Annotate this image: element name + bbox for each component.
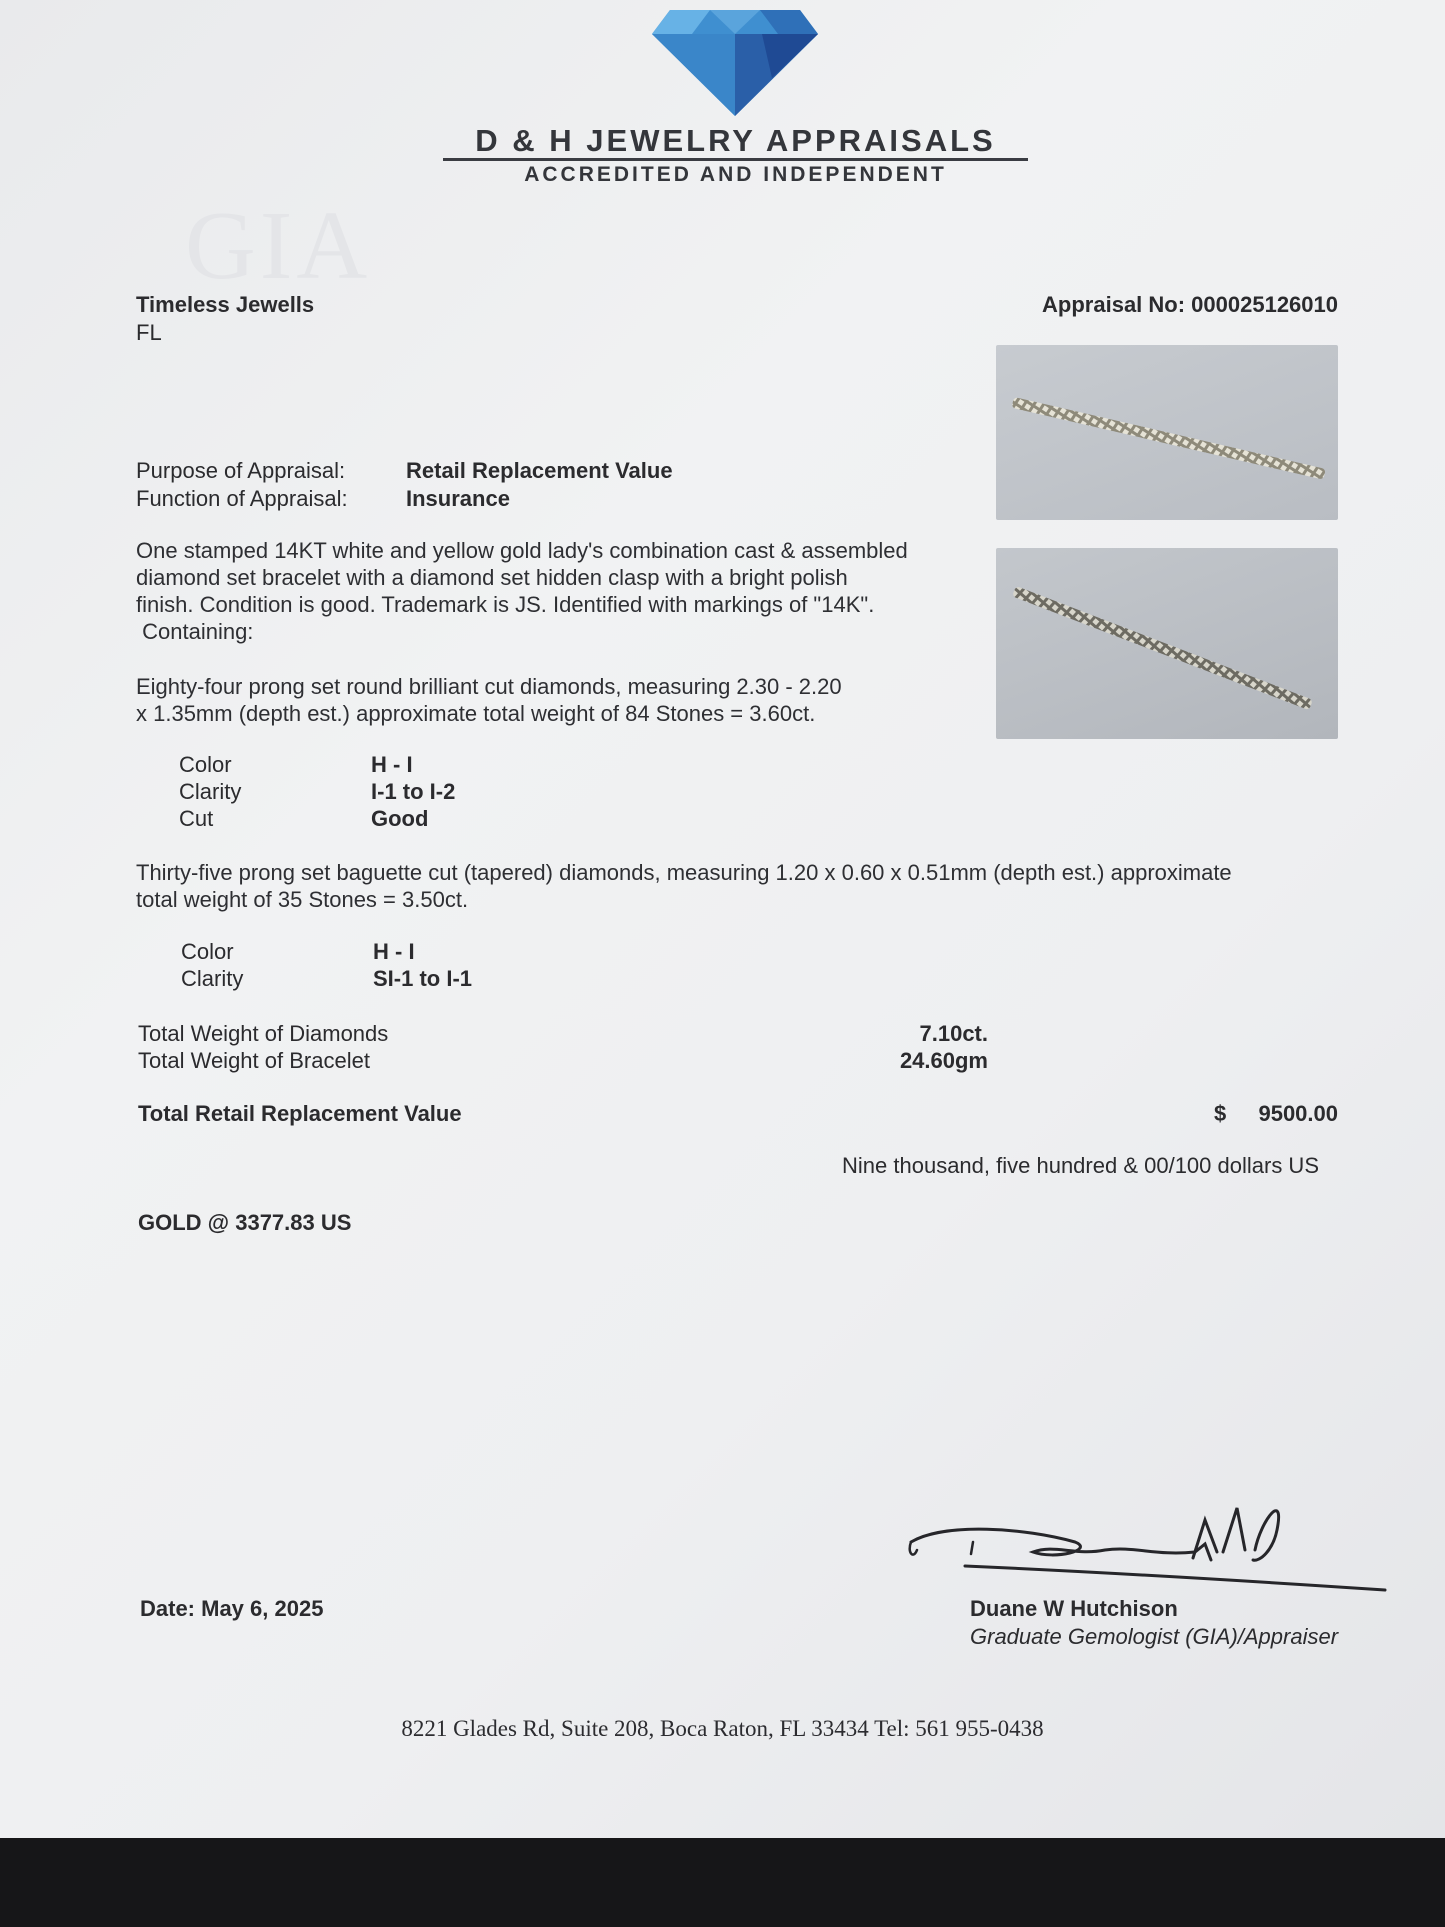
watermark: GIA — [185, 192, 372, 300]
round-stones-description — [136, 673, 842, 727]
total-retail-label: Total Retail Replacement Value — [138, 1101, 462, 1126]
bracelet-photo-1 — [996, 345, 1338, 520]
footer-address: 8221 Glades Rd, Suite 208, Boca Raton, FL 33434 Tel: 561 955-0438 — [401, 1716, 1044, 1741]
total-retail-value: 9500.00 — [1258, 1101, 1338, 1126]
function-label: Function of Appraisal: — [136, 486, 348, 511]
description-line: One stamped 14KT white and yellow gold lady's combination cast & assembled — [136, 538, 908, 563]
total-diamonds-label: Total Weight of Diamonds — [138, 1021, 389, 1046]
round-cut-value: Good — [371, 806, 429, 831]
appraiser-name: Duane W Hutchison — [970, 1596, 1178, 1621]
function-value: Insurance — [406, 486, 510, 511]
appraisal-date: Date: May 6, 2025 — [140, 1596, 324, 1621]
round-cut-label: Cut — [179, 806, 214, 831]
total-bracelet-value: 24.60gm — [899, 1048, 988, 1073]
round-color-label: Color — [179, 752, 232, 777]
round-clarity-value: I-1 to I-2 — [371, 779, 456, 804]
round-stones-line: x 1.35mm (depth est.) approximate total weight of 84 Stones = 3.60ct. — [136, 701, 816, 726]
gold-price: GOLD @ 3377.83 US — [138, 1210, 352, 1235]
round-stones-line: Eighty-four prong set round brilliant cut diamonds, measuring 2.30 - 2.20 — [136, 674, 842, 699]
purpose-label: Purpose of Appraisal: — [136, 458, 346, 483]
retail-value-words: Nine thousand, five hundred & 00/100 dollars US — [842, 1153, 1319, 1178]
baguette-stones-line: total weight of 35 Stones = 3.50ct. — [136, 887, 469, 912]
diamond-logo-icon — [652, 8, 818, 116]
baguette-stones-line: Thirty-five prong set baguette cut (tapered) diamonds, measuring 1.20 x 0.60 x 0.51mm (depth est.) approximate — [136, 860, 1232, 885]
currency-symbol: $ — [1214, 1101, 1227, 1126]
brand-underline — [443, 158, 1028, 161]
round-clarity-label: Clarity — [179, 779, 242, 804]
appraisal-number: Appraisal No: 000025126010 — [1042, 292, 1338, 317]
brand-tagline: ACCREDITED AND INDEPENDENT — [524, 163, 947, 186]
baguette-color-value: H - I — [373, 939, 415, 964]
total-bracelet-label: Total Weight of Bracelet — [138, 1048, 370, 1073]
client-state: FL — [136, 320, 162, 345]
description-line: diamond set bracelet with a diamond set hidden clasp with a bright polish — [136, 565, 848, 590]
round-color-value: H - I — [371, 752, 413, 777]
appraiser-title: Graduate Gemologist (GIA)/Appraiser — [970, 1624, 1339, 1649]
brand-name: D & H JEWELRY APPRAISALS — [475, 123, 996, 158]
background-surface — [0, 1838, 1445, 1927]
description-line: Containing: — [136, 619, 254, 644]
total-diamonds-value: 7.10ct. — [919, 1021, 988, 1046]
baguette-stones-description — [136, 859, 1232, 913]
bracelet-photo-2 — [996, 548, 1338, 739]
baguette-color-label: Color — [181, 939, 234, 964]
purpose-value: Retail Replacement Value — [406, 458, 673, 483]
handwritten-signature — [905, 1490, 1390, 1600]
client-name: Timeless Jewells — [136, 292, 315, 317]
baguette-clarity-value: SI-1 to I-1 — [373, 966, 473, 991]
description-line: finish. Condition is good. Trademark is JS. Identified with markings of "14K". — [136, 592, 875, 617]
item-description — [136, 537, 908, 645]
baguette-clarity-label: Clarity — [181, 966, 244, 991]
